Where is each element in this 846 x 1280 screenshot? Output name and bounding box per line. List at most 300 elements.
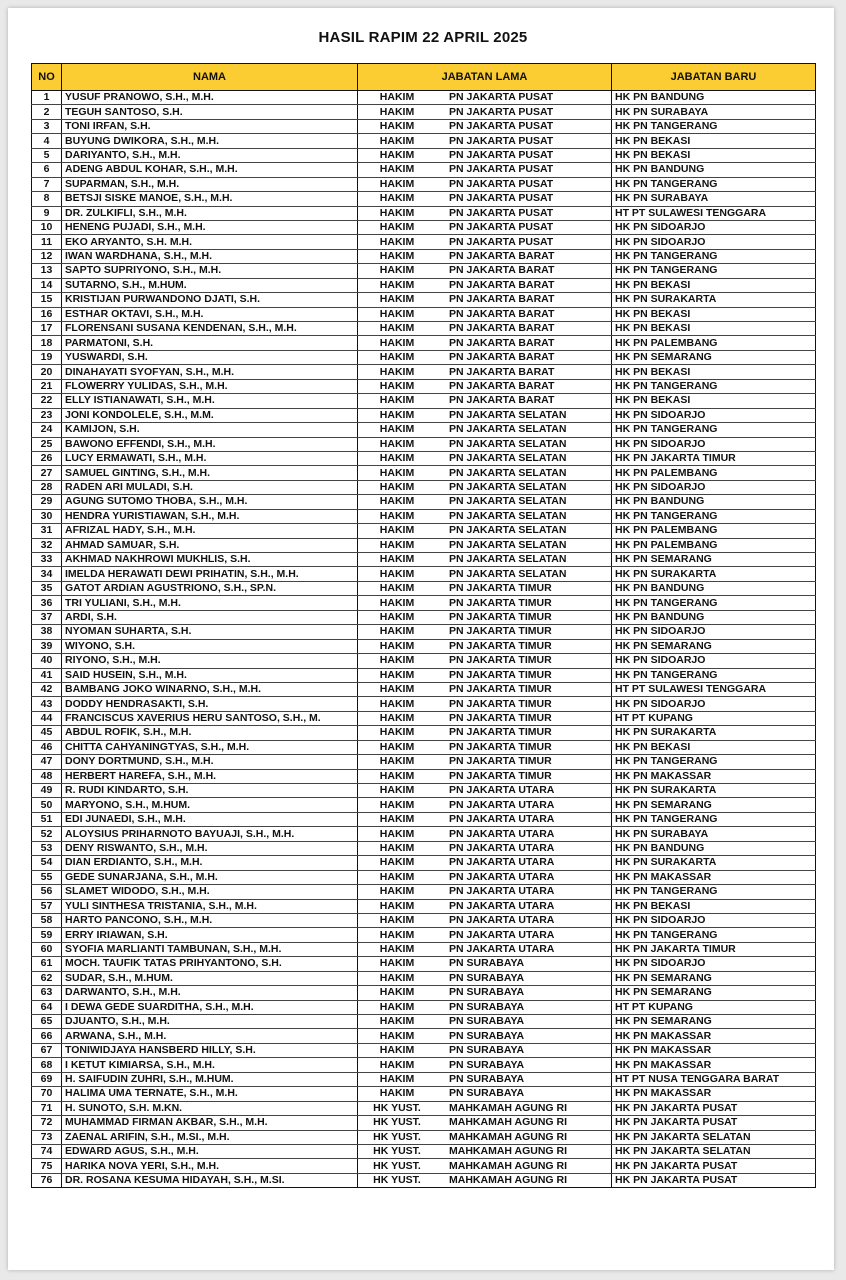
- row-nama: ERRY IRIAWAN, S.H.: [62, 928, 358, 942]
- row-number: 67: [32, 1043, 62, 1057]
- row-satuan-kerja: PN JAKARTA TIMUR: [449, 726, 552, 739]
- row-number: 23: [32, 408, 62, 422]
- row-number: 43: [32, 697, 62, 711]
- row-satuan-kerja: PN JAKARTA BARAT: [449, 379, 555, 392]
- row-jabatan-lama: [358, 957, 612, 971]
- table-row: [32, 1000, 816, 1014]
- row-jabatan-lama: [358, 567, 612, 581]
- row-jabatan-baru: HK PN PALEMBANG: [612, 466, 816, 480]
- row-jabatan: HAKIM: [379, 351, 415, 364]
- row-jabatan-baru: HK PN SEMARANG: [612, 350, 816, 364]
- row-jabatan-lama: [358, 336, 612, 350]
- row-jabatan-lama: [358, 553, 612, 567]
- table-row: [32, 596, 816, 610]
- row-jabatan-lama: [358, 1144, 612, 1158]
- row-nama: BAWONO EFFENDI, S.H., M.H.: [62, 437, 358, 451]
- row-nama: ESTHAR OKTAVI, S.H., M.H.: [62, 307, 358, 321]
- row-satuan-kerja: PN JAKARTA PUSAT: [449, 120, 554, 133]
- row-number: 8: [32, 192, 62, 206]
- row-jabatan-baru: HK PN BEKASI: [612, 365, 816, 379]
- row-jabatan-baru: HK PN PALEMBANG: [612, 524, 816, 538]
- table-row: [32, 495, 816, 509]
- header-jabatan-baru: JABATAN BARU: [612, 64, 816, 91]
- row-nama: SUDAR, S.H., M.HUM.: [62, 971, 358, 985]
- row-nama: SAID HUSEIN, S.H., M.H.: [62, 668, 358, 682]
- row-jabatan-baru: HT PT KUPANG: [612, 711, 816, 725]
- row-jabatan-baru: HK PN SEMARANG: [612, 798, 816, 812]
- row-jabatan-lama: [358, 206, 612, 220]
- row-number: 27: [32, 466, 62, 480]
- table-row: [32, 307, 816, 321]
- row-jabatan: HAKIM: [379, 928, 415, 941]
- table-row: [32, 336, 816, 350]
- row-jabatan: HAKIM: [379, 841, 415, 854]
- row-satuan-kerja: PN JAKARTA TIMUR: [449, 683, 552, 696]
- row-number: 11: [32, 235, 62, 249]
- row-jabatan-lama: [358, 971, 612, 985]
- row-jabatan-baru: HK PN SEMARANG: [612, 1015, 816, 1029]
- row-jabatan: HAKIM: [379, 1058, 415, 1071]
- row-jabatan-lama: [358, 596, 612, 610]
- row-jabatan-lama: [358, 394, 612, 408]
- row-number: 75: [32, 1159, 62, 1173]
- row-jabatan: HAKIM: [379, 683, 415, 696]
- row-nama: ZAENAL ARIFIN, S.H., M.SI., M.H.: [62, 1130, 358, 1144]
- row-jabatan: HAKIM: [379, 1029, 415, 1042]
- row-jabatan: HAKIM: [379, 596, 415, 609]
- row-jabatan-baru: HK PN SURAKARTA: [612, 856, 816, 870]
- table-row: [32, 726, 816, 740]
- row-jabatan-lama: [358, 1029, 612, 1043]
- row-number: 53: [32, 841, 62, 855]
- row-jabatan-baru: HK PN TANGERANG: [612, 379, 816, 393]
- row-nama: DARIYANTO, S.H., M.H.: [62, 148, 358, 162]
- row-jabatan-baru: HK PN BEKASI: [612, 322, 816, 336]
- row-satuan-kerja: PN JAKARTA SELATAN: [449, 495, 567, 508]
- row-nama: DONY DORTMUND, S.H., M.H.: [62, 755, 358, 769]
- row-nama: EKO ARYANTO, S.H. M.H.: [62, 235, 358, 249]
- row-jabatan: HAKIM: [379, 553, 415, 566]
- row-jabatan-baru: HK PN BEKASI: [612, 278, 816, 292]
- row-satuan-kerja: PN JAKARTA UTARA: [449, 885, 555, 898]
- row-jabatan: HAKIM: [379, 914, 415, 927]
- row-satuan-kerja: PN JAKARTA SELATAN: [449, 452, 567, 465]
- table-row: [32, 755, 816, 769]
- row-jabatan: HAKIM: [379, 495, 415, 508]
- row-satuan-kerja: PN SURABAYA: [449, 971, 525, 984]
- row-jabatan-baru: HK PN BEKASI: [612, 148, 816, 162]
- row-nama: ABDUL ROFIK, S.H., M.H.: [62, 726, 358, 740]
- row-jabatan: HAKIM: [379, 639, 415, 652]
- row-number: 19: [32, 350, 62, 364]
- header-no: NO: [32, 64, 62, 91]
- table-row: [32, 1130, 816, 1144]
- row-satuan-kerja: PN SURABAYA: [449, 986, 525, 999]
- row-jabatan-baru: HK PN SURAKARTA: [612, 784, 816, 798]
- table-row: [32, 119, 816, 133]
- table-row: [32, 1087, 816, 1101]
- row-nama: I KETUT KIMIARSA, S.H., M.H.: [62, 1058, 358, 1072]
- row-number: 20: [32, 365, 62, 379]
- row-nama: RADEN ARI MULADI, S.H.: [62, 480, 358, 494]
- table-row: [32, 668, 816, 682]
- row-satuan-kerja: PN JAKARTA TIMUR: [449, 712, 552, 725]
- row-jabatan-lama: [358, 942, 612, 956]
- row-satuan-kerja: PN JAKARTA UTARA: [449, 798, 555, 811]
- row-jabatan: HAKIM: [379, 452, 415, 465]
- row-jabatan-baru: HK PN TANGERANG: [612, 928, 816, 942]
- row-satuan-kerja: PN JAKARTA BARAT: [449, 394, 555, 407]
- table-row: [32, 1173, 816, 1187]
- row-nama: ARWANA, S.H., M.H.: [62, 1029, 358, 1043]
- row-jabatan-baru: HK PN TANGERANG: [612, 885, 816, 899]
- row-number: 46: [32, 740, 62, 754]
- table-row: [32, 885, 816, 899]
- row-number: 2: [32, 105, 62, 119]
- row-jabatan: HAKIM: [379, 726, 415, 739]
- row-number: 35: [32, 581, 62, 595]
- row-satuan-kerja: PN SURABAYA: [449, 1072, 525, 1085]
- row-jabatan-lama: [358, 437, 612, 451]
- row-nama: YUSUF PRANOWO, S.H., M.H.: [62, 91, 358, 105]
- row-jabatan-lama: [358, 249, 612, 263]
- row-jabatan: HAKIM: [379, 336, 415, 349]
- row-jabatan: HAKIM: [379, 625, 415, 638]
- row-nama: SAPTO SUPRIYONO, S.H., M.H.: [62, 264, 358, 278]
- row-jabatan: HAKIM: [379, 971, 415, 984]
- document-title: HASIL RAPIM 22 APRIL 2025: [318, 29, 528, 46]
- table-row: [32, 553, 816, 567]
- row-jabatan: HK YUST.: [373, 1116, 421, 1129]
- row-jabatan: HAKIM: [379, 177, 415, 190]
- row-satuan-kerja: PN JAKARTA PUSAT: [449, 105, 554, 118]
- row-jabatan-lama: [358, 726, 612, 740]
- row-jabatan-lama: [358, 711, 612, 725]
- table-row: [32, 148, 816, 162]
- row-nama: BUYUNG DWIKORA, S.H., M.H.: [62, 134, 358, 148]
- table-row: [32, 740, 816, 754]
- row-jabatan: HAKIM: [379, 740, 415, 753]
- row-jabatan-baru: HK PN JAKARTA TIMUR: [612, 942, 816, 956]
- table-row: [32, 581, 816, 595]
- row-number: 74: [32, 1144, 62, 1158]
- table-row: [32, 1159, 816, 1173]
- row-jabatan-baru: HK PN TANGERANG: [612, 755, 816, 769]
- table-row: [32, 769, 816, 783]
- row-jabatan-baru: HK PN SEMARANG: [612, 986, 816, 1000]
- row-number: 54: [32, 856, 62, 870]
- row-jabatan-lama: [358, 870, 612, 884]
- table-row: [32, 639, 816, 653]
- row-number: 17: [32, 322, 62, 336]
- row-number: 4: [32, 134, 62, 148]
- row-jabatan: HAKIM: [379, 870, 415, 883]
- table-row: [32, 524, 816, 538]
- table-row: [32, 451, 816, 465]
- row-number: 63: [32, 986, 62, 1000]
- row-jabatan: HAKIM: [379, 567, 415, 580]
- row-number: 48: [32, 769, 62, 783]
- table-row: [32, 408, 816, 422]
- row-jabatan: HAKIM: [379, 148, 415, 161]
- row-jabatan-baru: HK PN SURAKARTA: [612, 726, 816, 740]
- row-jabatan-baru: HK PN JAKARTA PUSAT: [612, 1101, 816, 1115]
- row-number: 12: [32, 249, 62, 263]
- row-jabatan-lama: [358, 1173, 612, 1187]
- row-satuan-kerja: PN JAKARTA SELATAN: [449, 509, 567, 522]
- table-row: [32, 913, 816, 927]
- row-satuan-kerja: PN SURABAYA: [449, 1087, 525, 1100]
- row-number: 5: [32, 148, 62, 162]
- row-jabatan: HAKIM: [379, 885, 415, 898]
- row-nama: RIYONO, S.H., M.H.: [62, 654, 358, 668]
- header-jabatan-lama: JABATAN LAMA: [358, 64, 612, 91]
- row-nama: SLAMET WIDODO, S.H., M.H.: [62, 885, 358, 899]
- row-nama: TEGUH SANTOSO, S.H.: [62, 105, 358, 119]
- row-jabatan-lama: [358, 480, 612, 494]
- row-jabatan-lama: [358, 307, 612, 321]
- row-satuan-kerja: PN JAKARTA BARAT: [449, 322, 555, 335]
- row-number: 36: [32, 596, 62, 610]
- row-jabatan: HAKIM: [379, 437, 415, 450]
- row-jabatan-baru: HK PN MAKASSAR: [612, 1058, 816, 1072]
- row-satuan-kerja: MAHKAMAH AGUNG RI: [449, 1159, 568, 1172]
- table-row: [32, 986, 816, 1000]
- row-jabatan: HAKIM: [379, 466, 415, 479]
- row-jabatan-lama: [358, 466, 612, 480]
- row-jabatan: HAKIM: [379, 264, 415, 277]
- row-jabatan-lama: [358, 654, 612, 668]
- row-jabatan: HAKIM: [379, 538, 415, 551]
- row-satuan-kerja: PN JAKARTA PUSAT: [449, 91, 554, 104]
- row-number: 72: [32, 1116, 62, 1130]
- row-jabatan-lama: [358, 1058, 612, 1072]
- row-jabatan-baru: HK PN SEMARANG: [612, 553, 816, 567]
- row-satuan-kerja: PN JAKARTA SELATAN: [449, 481, 567, 494]
- row-satuan-kerja: PN JAKARTA PUSAT: [449, 148, 554, 161]
- row-satuan-kerja: PN JAKARTA TIMUR: [449, 668, 552, 681]
- row-number: 24: [32, 423, 62, 437]
- row-number: 10: [32, 220, 62, 234]
- row-satuan-kerja: PN JAKARTA BARAT: [449, 336, 555, 349]
- row-number: 73: [32, 1130, 62, 1144]
- row-satuan-kerja: MAHKAMAH AGUNG RI: [449, 1116, 568, 1129]
- table-row: [32, 856, 816, 870]
- row-jabatan-baru: HK PN SIDOARJO: [612, 220, 816, 234]
- row-jabatan-lama: [358, 899, 612, 913]
- table-row: [32, 870, 816, 884]
- row-nama: FRANCISCUS XAVERIUS HERU SANTOSO, S.H., M.: [62, 711, 358, 725]
- row-jabatan: HAKIM: [379, 307, 415, 320]
- row-jabatan-lama: [358, 293, 612, 307]
- row-number: 76: [32, 1173, 62, 1187]
- row-nama: TONI IRFAN, S.H.: [62, 119, 358, 133]
- row-number: 21: [32, 379, 62, 393]
- row-jabatan-lama: [358, 119, 612, 133]
- row-jabatan-baru: HK PN BEKASI: [612, 307, 816, 321]
- table-row: [32, 697, 816, 711]
- row-number: 51: [32, 812, 62, 826]
- row-jabatan-baru: HT PT NUSA TENGGARA BARAT: [612, 1072, 816, 1086]
- row-jabatan: HAKIM: [379, 899, 415, 912]
- row-jabatan: HAKIM: [379, 784, 415, 797]
- row-jabatan-baru: HK PN SIDOARJO: [612, 697, 816, 711]
- row-satuan-kerja: PN JAKARTA BARAT: [449, 278, 555, 291]
- row-nama: R. RUDI KINDARTO, S.H.: [62, 784, 358, 798]
- row-jabatan-baru: HK PN SIDOARJO: [612, 437, 816, 451]
- row-jabatan-baru: HK PN SURABAYA: [612, 105, 816, 119]
- row-number: 66: [32, 1029, 62, 1043]
- personnel-table: [31, 63, 816, 1188]
- row-jabatan-lama: [358, 625, 612, 639]
- table-row: [32, 1029, 816, 1043]
- row-satuan-kerja: PN JAKARTA PUSAT: [449, 235, 554, 248]
- table-body: [32, 91, 816, 1188]
- row-jabatan-lama: [358, 682, 612, 696]
- row-jabatan: HAKIM: [379, 91, 415, 104]
- row-number: 3: [32, 119, 62, 133]
- row-satuan-kerja: MAHKAMAH AGUNG RI: [449, 1101, 568, 1114]
- table-row: [32, 957, 816, 971]
- row-satuan-kerja: PN JAKARTA PUSAT: [449, 192, 554, 205]
- row-jabatan-lama: [358, 769, 612, 783]
- row-number: 13: [32, 264, 62, 278]
- row-jabatan: HAKIM: [379, 235, 415, 248]
- row-number: 30: [32, 509, 62, 523]
- row-jabatan-baru: HK PN BANDUNG: [612, 841, 816, 855]
- row-jabatan-lama: [358, 1015, 612, 1029]
- row-jabatan-baru: HK PN JAKARTA PUSAT: [612, 1159, 816, 1173]
- row-number: 37: [32, 610, 62, 624]
- row-jabatan-baru: HK PN JAKARTA PUSAT: [612, 1116, 816, 1130]
- row-jabatan: HAKIM: [379, 957, 415, 970]
- row-jabatan-baru: HK PN PALEMBANG: [612, 336, 816, 350]
- row-jabatan-lama: [358, 1159, 612, 1173]
- row-jabatan: HAKIM: [379, 610, 415, 623]
- table-row: [32, 365, 816, 379]
- row-jabatan-baru: HK PN MAKASSAR: [612, 1029, 816, 1043]
- row-number: 60: [32, 942, 62, 956]
- row-number: 47: [32, 755, 62, 769]
- row-jabatan: HK YUST.: [373, 1159, 421, 1172]
- row-number: 15: [32, 293, 62, 307]
- row-nama: ELLY ISTIANAWATI, S.H., M.H.: [62, 394, 358, 408]
- row-jabatan-baru: HK PN SURABAYA: [612, 192, 816, 206]
- row-jabatan-lama: [358, 220, 612, 234]
- row-jabatan-baru: HK PN BEKASI: [612, 899, 816, 913]
- row-satuan-kerja: PN JAKARTA TIMUR: [449, 639, 552, 652]
- row-number: 62: [32, 971, 62, 985]
- row-jabatan-baru: HK PN PALEMBANG: [612, 538, 816, 552]
- row-jabatan: HAKIM: [379, 322, 415, 335]
- row-nama: MARYONO, S.H., M.HUM.: [62, 798, 358, 812]
- row-jabatan-lama: [358, 379, 612, 393]
- row-satuan-kerja: PN JAKARTA UTARA: [449, 870, 555, 883]
- row-nama: DARWANTO, S.H., M.H.: [62, 986, 358, 1000]
- row-jabatan-lama: [358, 1072, 612, 1086]
- row-nama: AFRIZAL HADY, S.H., M.H.: [62, 524, 358, 538]
- row-nama: BETSJI SISKE MANOE, S.H., M.H.: [62, 192, 358, 206]
- row-jabatan-lama: [358, 639, 612, 653]
- row-nama: FLOWERRY YULIDAS, S.H., M.H.: [62, 379, 358, 393]
- table-row: [32, 841, 816, 855]
- row-jabatan: HAKIM: [379, 192, 415, 205]
- row-jabatan-baru: HK PN TANGERANG: [612, 596, 816, 610]
- row-jabatan-lama: [358, 1087, 612, 1101]
- table-row: [32, 220, 816, 234]
- row-jabatan-lama: [358, 163, 612, 177]
- row-number: 55: [32, 870, 62, 884]
- table-row: [32, 1058, 816, 1072]
- table-row: [32, 350, 816, 364]
- row-jabatan: HAKIM: [379, 654, 415, 667]
- table-row: [32, 812, 816, 826]
- row-jabatan-lama: [358, 322, 612, 336]
- row-jabatan-baru: HK PN BEKASI: [612, 134, 816, 148]
- row-jabatan-lama: [358, 524, 612, 538]
- row-jabatan-lama: [358, 451, 612, 465]
- table-row: [32, 654, 816, 668]
- row-number: 9: [32, 206, 62, 220]
- row-jabatan: HAKIM: [379, 481, 415, 494]
- table-row: [32, 928, 816, 942]
- row-nama: DENY RISWANTO, S.H., M.H.: [62, 841, 358, 855]
- row-nama: WIYONO, S.H.: [62, 639, 358, 653]
- row-number: 42: [32, 682, 62, 696]
- table-row: [32, 827, 816, 841]
- table-row: [32, 567, 816, 581]
- row-jabatan: HAKIM: [379, 755, 415, 768]
- row-jabatan: HAKIM: [379, 827, 415, 840]
- row-satuan-kerja: PN JAKARTA UTARA: [449, 914, 555, 927]
- row-jabatan: HAKIM: [379, 798, 415, 811]
- row-jabatan-baru: HK PN JAKARTA SELATAN: [612, 1144, 816, 1158]
- row-number: 61: [32, 957, 62, 971]
- row-jabatan-baru: HK PN TANGERANG: [612, 249, 816, 263]
- row-jabatan-baru: HT PT SULAWESI TENGGARA: [612, 682, 816, 696]
- row-number: 1: [32, 91, 62, 105]
- row-nama: SUPARMAN, S.H., M.H.: [62, 177, 358, 191]
- table-row: [32, 249, 816, 263]
- table-row: [32, 264, 816, 278]
- row-satuan-kerja: PN JAKARTA UTARA: [449, 943, 555, 956]
- row-nama: FLORENSANI SUSANA KENDENAN, S.H., M.H.: [62, 322, 358, 336]
- row-nama: DIAN ERDIANTO, S.H., M.H.: [62, 856, 358, 870]
- row-jabatan-baru: HK PN TANGERANG: [612, 812, 816, 826]
- row-jabatan: HAKIM: [379, 293, 415, 306]
- table-row: [32, 610, 816, 624]
- row-jabatan: HAKIM: [379, 278, 415, 291]
- row-satuan-kerja: PN SURABAYA: [449, 1015, 525, 1028]
- table-row: [32, 322, 816, 336]
- row-jabatan-lama: [358, 841, 612, 855]
- row-jabatan-lama: [358, 827, 612, 841]
- table-row: [32, 1043, 816, 1057]
- row-nama: SUTARNO, S.H., M.HUM.: [62, 278, 358, 292]
- row-satuan-kerja: PN SURABAYA: [449, 957, 525, 970]
- row-nama: DJUANTO, S.H., M.H.: [62, 1015, 358, 1029]
- row-satuan-kerja: PN JAKARTA BARAT: [449, 264, 555, 277]
- row-nama: HERBERT HAREFA, S.H., M.H.: [62, 769, 358, 783]
- row-jabatan: HAKIM: [379, 697, 415, 710]
- row-jabatan: HK YUST.: [373, 1145, 421, 1158]
- row-jabatan-lama: [358, 134, 612, 148]
- row-jabatan-baru: HK PN TANGERANG: [612, 423, 816, 437]
- row-nama: GEDE SUNARJANA, S.H., M.H.: [62, 870, 358, 884]
- row-number: 65: [32, 1015, 62, 1029]
- row-jabatan-lama: [358, 495, 612, 509]
- row-jabatan-baru: HK PN TANGERANG: [612, 668, 816, 682]
